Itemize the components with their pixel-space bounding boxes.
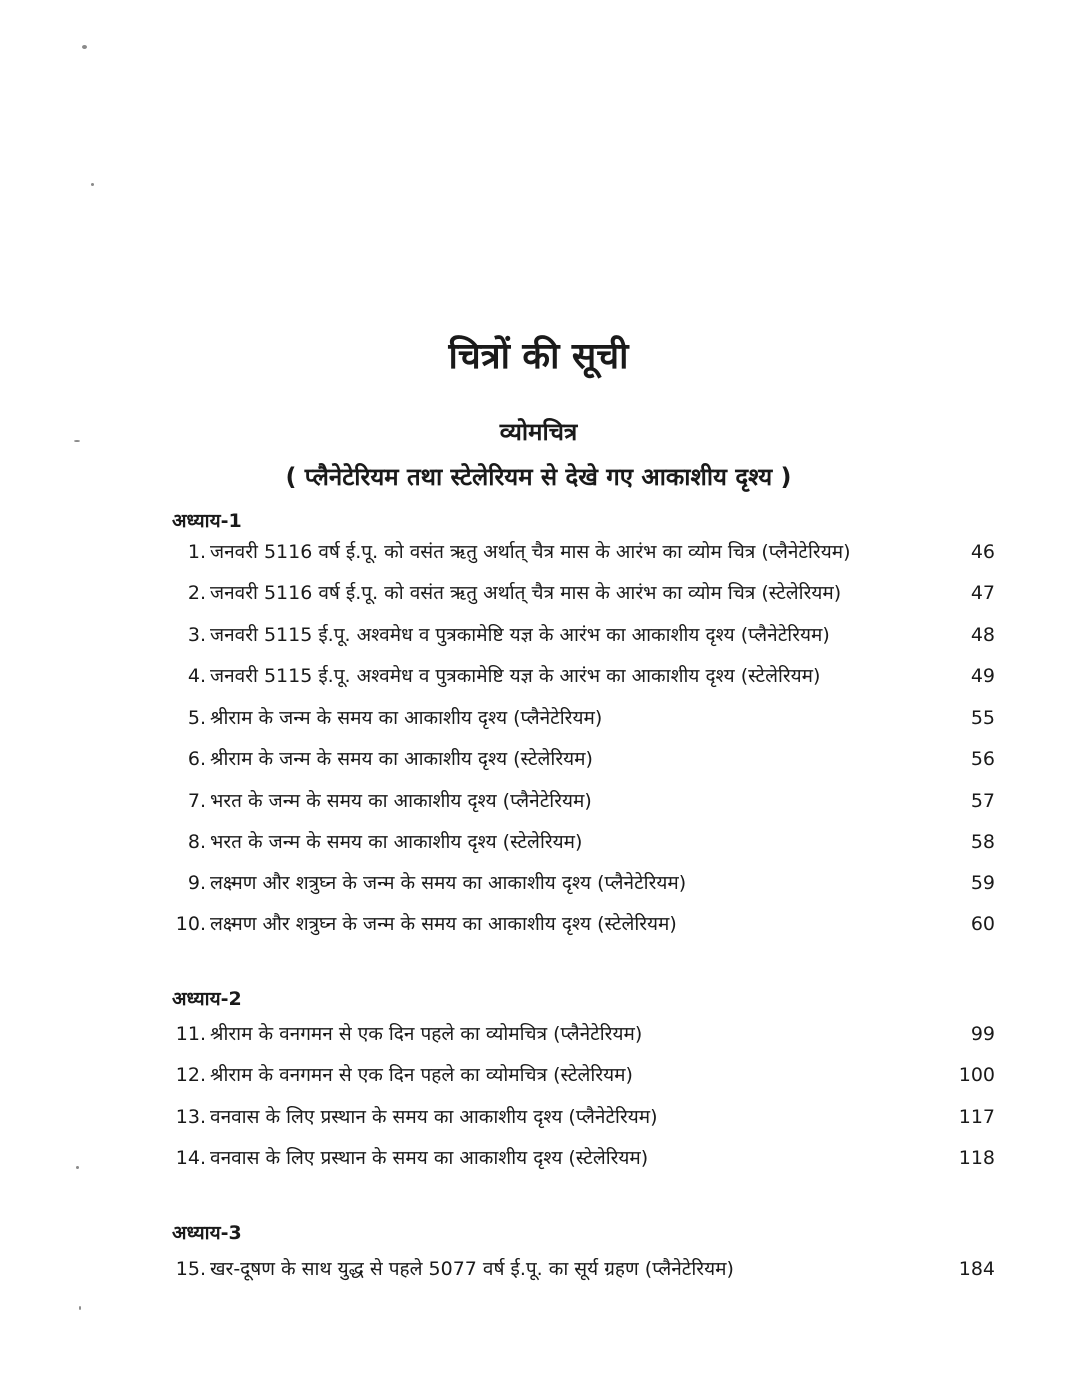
list-item [172,1143,995,1173]
item-title: श्रीराम के वनगमन से एक दिन पहले का व्योमचित्र (प्लैनेटेरियम) [210,1023,643,1045]
list-item [172,909,995,939]
list-item [172,703,995,733]
item-page: 47 [970,582,995,604]
item-title: लक्ष्मण और शत्रुघ्न के जन्म के समय का आकाशीय दृश्य (स्टेलेरियम) [210,913,677,935]
item-title: लक्ष्मण और शत्रुघ्न के जन्म के समय का आकाशीय दृश्य (प्लैनेटेरियम) [210,872,687,894]
item-number: 7. [187,790,206,812]
scan-speck [91,183,94,186]
item-number: 13. [175,1106,206,1128]
list-item [172,1019,995,1049]
item-page: 49 [970,665,995,687]
item-number: 10. [175,913,206,935]
list-item [172,578,995,608]
item-page: 59 [970,872,995,894]
chapter-heading: अध्याय-1 [172,510,242,532]
item-title: जनवरी 5116 वर्ष ई.पू. को वसंत ऋतु अर्थात् चैत्र मास के आरंभ का व्योम चित्र (प्लैनेटेरियम) [210,541,851,563]
item-page: 117 [958,1106,995,1128]
chapter-heading: अध्याय-2 [172,988,242,1010]
item-page: 48 [970,624,995,646]
item-page: 118 [958,1147,995,1169]
item-page: 55 [970,707,995,729]
list-item [172,1254,995,1284]
item-page: 184 [958,1258,995,1280]
item-number: 11. [175,1023,206,1045]
item-page: 46 [970,541,995,563]
item-title: जनवरी 5115 ई.पू. अश्वमेध व पुत्रकामेष्टि यज्ञ के आरंभ का आकाशीय दृश्य (स्टेलेरियम) [210,665,821,687]
chapter-heading: अध्याय-3 [172,1222,242,1244]
list-item [172,661,995,691]
page-title: चित्रों की सूची [448,336,629,377]
list-item [172,744,995,774]
item-page: 100 [958,1064,995,1086]
item-title: जनवरी 5116 वर्ष ई.पू. को वसंत ऋतु अर्थात् चैत्र मास के आरंभ का व्योम चित्र (स्टेलेरियम) [210,582,842,604]
scan-speck [76,1166,79,1169]
list-item [172,537,995,567]
scan-speck [82,45,87,49]
list-item [172,1060,995,1090]
item-page: 60 [970,913,995,935]
item-title: भरत के जन्म के समय का आकाशीय दृश्य (स्टेलेरियम) [210,831,583,853]
list-item [172,827,995,857]
item-title: खर-दूषण के साथ युद्ध से पहले 5077 वर्ष ई.पू. का सूर्य ग्रहण (प्लैनेटेरियम) [210,1258,734,1280]
item-page: 99 [970,1023,995,1045]
item-title: वनवास के लिए प्रस्थान के समय का आकाशीय दृश्य (स्टेलेरियम) [210,1147,649,1169]
item-title: जनवरी 5115 ई.पू. अश्वमेध व पुत्रकामेष्टि यज्ञ के आरंभ का आकाशीय दृश्य (प्लैनेटेरियम) [210,624,830,646]
section-title: व्योमचित्र [499,418,578,446]
item-number: 1. [187,541,206,563]
section-subtitle: ( प्लैनेटेरियम तथा स्टेलेरियम से देखे गए आकाशीय दृश्य ) [285,463,792,491]
item-title: श्रीराम के वनगमन से एक दिन पहले का व्योमचित्र (स्टेलेरियम) [210,1064,633,1086]
item-number: 2. [187,582,206,604]
item-page: 58 [970,831,995,853]
item-number: 12. [175,1064,206,1086]
item-title: भरत के जन्म के समय का आकाशीय दृश्य (प्लैनेटेरियम) [210,790,592,812]
list-item [172,620,995,650]
item-number: 14. [175,1147,206,1169]
item-page: 56 [970,748,995,770]
scan-speck [79,1306,81,1310]
item-number: 4. [187,665,206,687]
item-number: 5. [187,707,206,729]
list-item [172,868,995,898]
list-item [172,786,995,816]
item-title: श्रीराम के जन्म के समय का आकाशीय दृश्य (प्लैनेटेरियम) [210,707,603,729]
item-page: 57 [970,790,995,812]
item-number: 8. [187,831,206,853]
item-number: 6. [187,748,206,770]
list-item [172,1102,995,1132]
item-number: 15. [175,1258,206,1280]
item-title: वनवास के लिए प्रस्थान के समय का आकाशीय दृश्य (प्लैनेटेरियम) [210,1106,658,1128]
item-number: 3. [187,624,206,646]
item-number: 9. [187,872,206,894]
item-title: श्रीराम के जन्म के समय का आकाशीय दृश्य (स्टेलेरियम) [210,748,593,770]
